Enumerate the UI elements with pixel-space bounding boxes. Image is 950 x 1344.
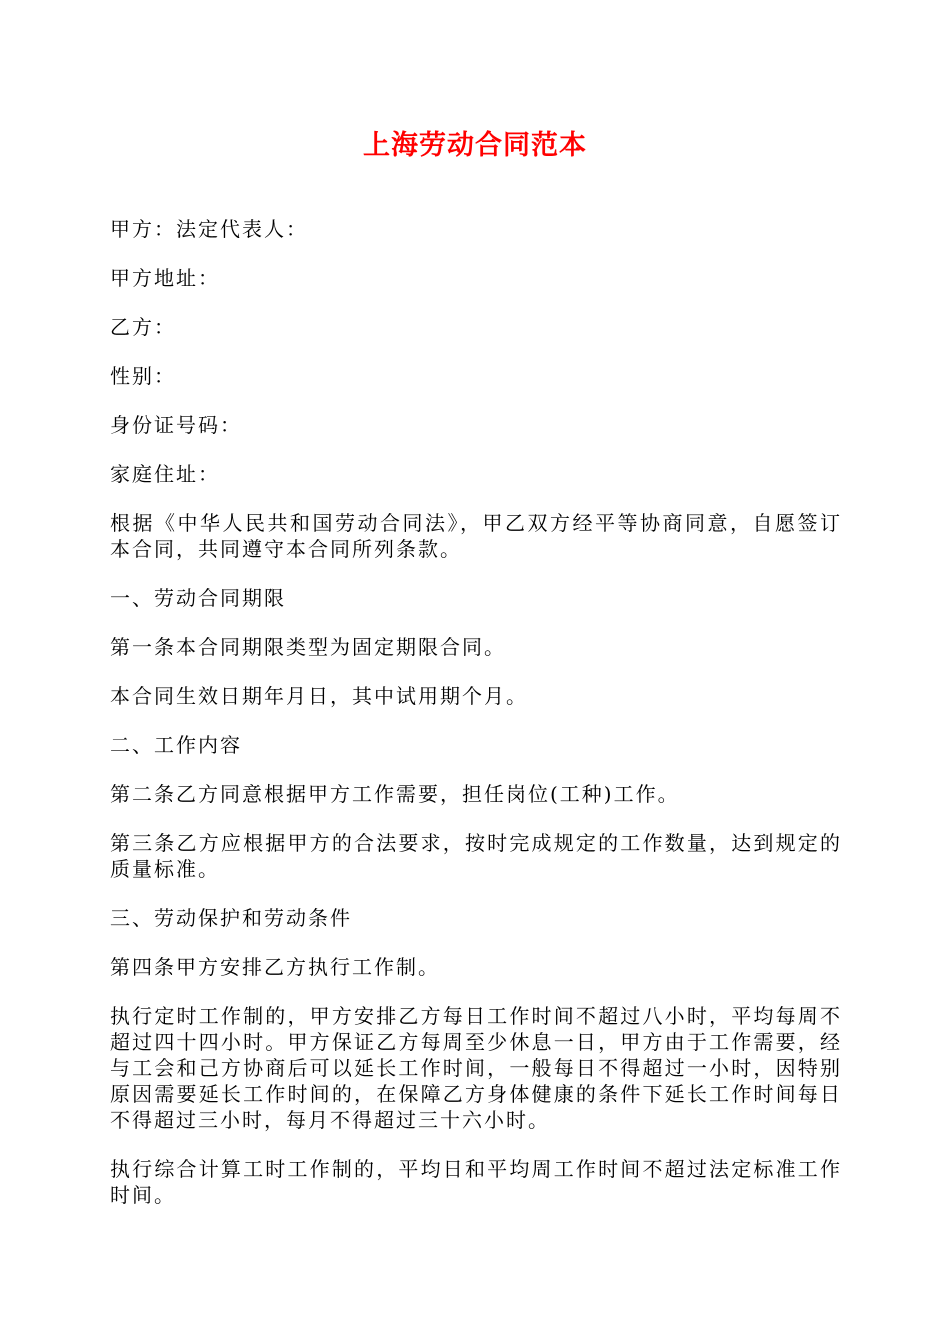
section-heading-contract-term: 一、劳动合同期限	[110, 586, 286, 610]
effective-date-paragraph: 本合同生效日期年月日，其中试用期个月。	[110, 684, 528, 708]
article-1-paragraph: 第一条本合同期限类型为固定期限合同。	[110, 635, 506, 659]
home-address-line: 家庭住址：	[110, 462, 220, 486]
comprehensive-hours-paragraph: 执行综合计算工时工作制的，平均日和平均周工作时间不超过法定标准工作时间。	[110, 1157, 842, 1207]
document-title: 上海劳动合同范本	[363, 130, 587, 161]
article-4-paragraph: 第四条甲方安排乙方执行工作制。	[110, 955, 440, 979]
party-b-line: 乙方：	[110, 315, 176, 339]
article-3-paragraph: 第三条乙方应根据甲方的合法要求，按时完成规定的工作数量，达到规定的质量标准。	[110, 831, 842, 881]
id-number-line: 身份证号码：	[110, 413, 242, 437]
preamble-paragraph: 根据《中华人民共和国劳动合同法》，甲乙双方经平等协商同意，自愿签订本合同，共同遵守本合同所列条款。	[110, 511, 842, 561]
article-2-paragraph: 第二条乙方同意根据甲方工作需要，担任岗位(工种)工作。	[110, 782, 680, 806]
document-body	[110, 216, 842, 1231]
gender-line: 性别：	[110, 364, 176, 388]
party-a-representative-line: 甲方：法定代表人：	[110, 217, 308, 241]
section-heading-job-content: 二、工作内容	[110, 733, 242, 757]
section-heading-labor-protection: 三、劳动保护和劳动条件	[110, 906, 352, 930]
fixed-hours-paragraph: 执行定时工作制的，甲方安排乙方每日工作时间不超过八小时，平均每周不超过四十四小时。甲方保证乙方每周至少休息一日，甲方由于工作需要，经与工会和己方协商后可以延长工作时间，一般每日不得超过一小时，因特别原因需要延长工作时间的，在保障乙方身体健康的条件下延长工作时间每日不得超过三小时，每月不得超过三十六小时。	[110, 1004, 842, 1132]
party-a-address-line: 甲方地址：	[110, 266, 220, 290]
